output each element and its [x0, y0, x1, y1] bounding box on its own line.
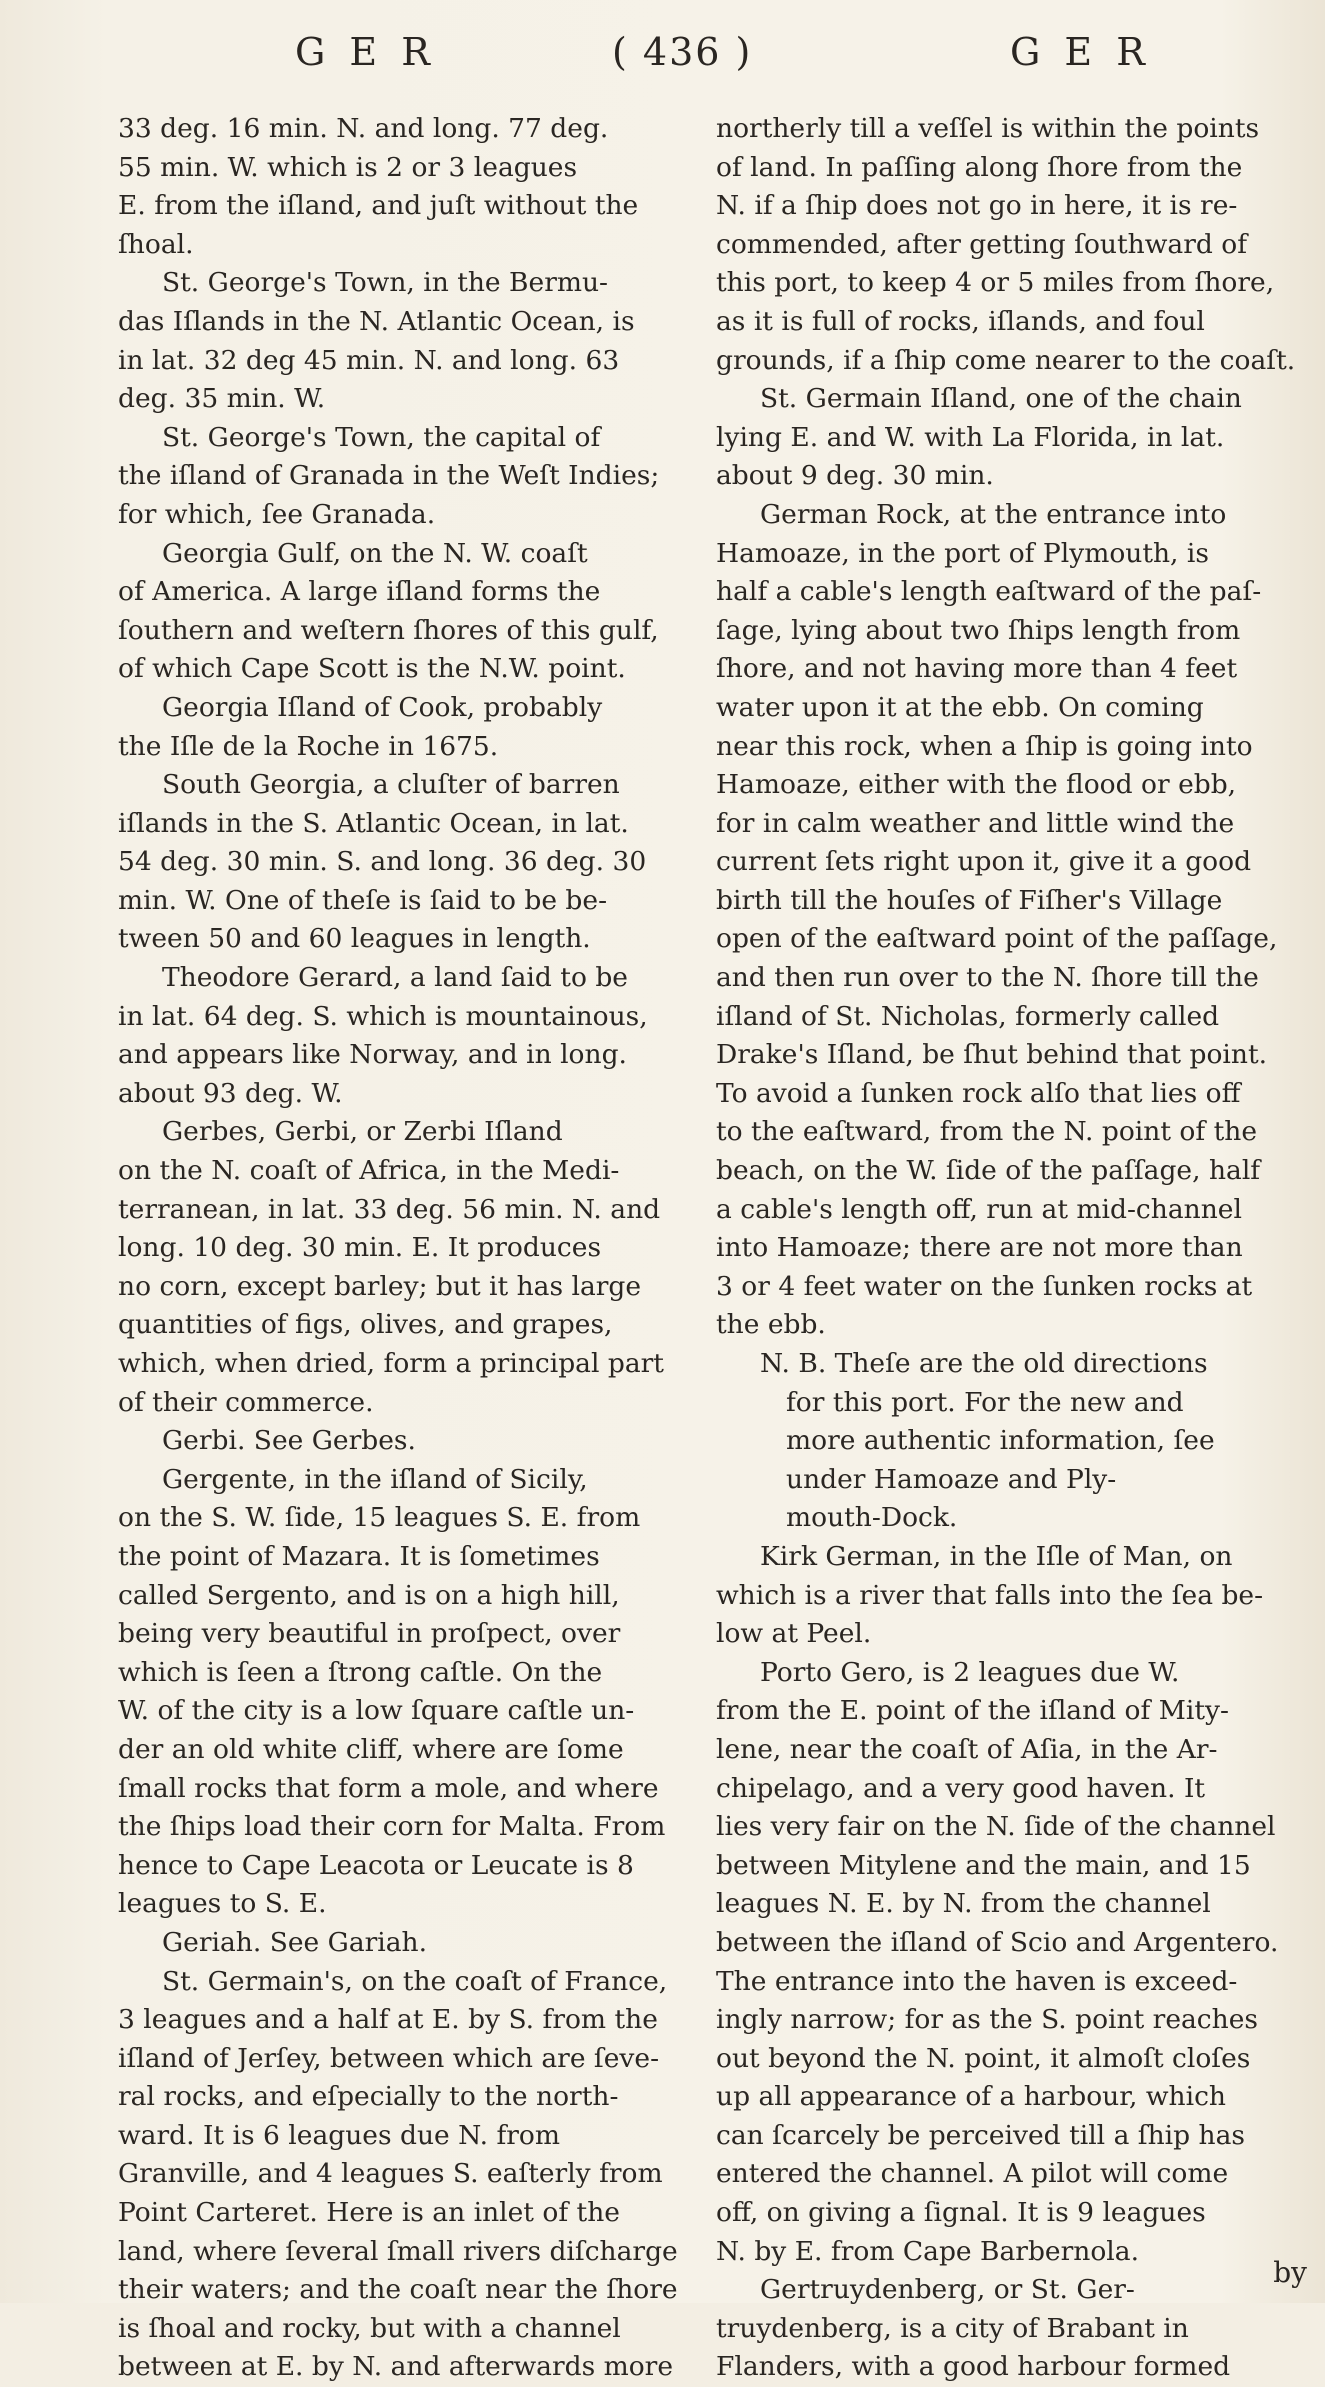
- header-left-guide: G E R: [295, 30, 436, 74]
- text-line: in lat. 64 deg. S. which is mountainous,: [118, 1000, 648, 1032]
- text-line: no corn, except barley; but it has large: [118, 1270, 642, 1302]
- text-line: lies very fair on the N. ſide of the channel: [716, 1811, 1276, 1843]
- text-line: their waters; and the coaſt near the ſhore: [118, 2274, 678, 2306]
- text-line: 54 deg. 30 min. S. and long. 36 deg. 30: [118, 846, 647, 878]
- text-line: grounds, if a ſhip come nearer to the coaſt.: [716, 344, 1296, 376]
- text-line: commended, after getting ſouthward of: [716, 228, 1248, 260]
- text-line: Geriah. See Gariah.: [162, 1926, 428, 1958]
- text-line: for in calm weather and little wind the: [716, 807, 1235, 839]
- text-line: this port, to keep 4 or 5 miles from ſhore,: [716, 267, 1275, 299]
- right-text-column: [716, 110, 1314, 2387]
- text-line: Hamoaze, in the port of Plymouth, is: [716, 537, 1209, 569]
- text-line: das Iſlands in the N. Atlantic Ocean, is: [118, 305, 635, 337]
- text-line: Drake's Iſland, be ſhut behind that point.: [716, 1039, 1268, 1071]
- text-line: between Mitylene and the main, and 15: [716, 1849, 1251, 1881]
- text-line: ward. It is 6 leagues due N. from: [118, 2119, 561, 2151]
- text-line: under Hamoaze and Ply-: [786, 1463, 1117, 1495]
- text-line: which is ſeen a ſtrong caſtle. On the: [118, 1656, 603, 1688]
- text-line: Point Carteret. Here is an inlet of the: [118, 2197, 620, 2229]
- text-line: called Sergento, and is on a high hill,: [118, 1579, 620, 1611]
- text-line: Kirk German, in the Iſle of Man, on: [760, 1540, 1233, 1572]
- text-line: on the N. coaſt of Africa, in the Medi-: [118, 1155, 620, 1187]
- text-line: more authentic information, ſee: [786, 1425, 1215, 1457]
- text-line: which is a river that falls into the ſea be-: [716, 1579, 1264, 1611]
- text-line: and appears like Norway, and in long.: [118, 1039, 627, 1071]
- text-line: ſmall rocks that form a mole, and where: [118, 1772, 659, 1804]
- text-line: Gerbi. See Gerbes.: [162, 1425, 416, 1457]
- text-line: German Rock, at the entrance into: [760, 498, 1227, 530]
- text-line: leagues N. E. by N. from the channel: [716, 1888, 1211, 1920]
- text-line: out beyond the N. point, it almoſt cloſes: [716, 2042, 1251, 2074]
- text-line: iſlands in the S. Atlantic Ocean, in lat.: [118, 807, 629, 839]
- text-line: for this port. For the new and: [786, 1386, 1184, 1418]
- text-line: water upon it at the ebb. On coming: [716, 691, 1204, 723]
- text-line: mouth-Dock.: [786, 1502, 958, 1534]
- text-line: ſouthern and weſtern ſhores of this gulf,: [118, 614, 659, 646]
- text-line: The entrance into the haven is exceed-: [716, 1965, 1238, 1997]
- text-line: of land. In paſſing along ſhore from the: [716, 151, 1243, 183]
- text-line: up all appearance of a harbour, which: [716, 2081, 1226, 2113]
- text-line: of America. A large iſland forms the: [118, 576, 601, 608]
- text-line: in lat. 32 deg 45 min. N. and long. 63: [118, 344, 620, 376]
- text-line: N. by E. from Cape Barbernola.: [716, 2235, 1139, 2267]
- text-line: ſage, lying about two ſhips length from: [716, 614, 1241, 646]
- header-right-guide: G E R: [1010, 30, 1151, 74]
- text-line: being very beautiful in proſpect, over: [118, 1618, 621, 1650]
- text-line: lying E. and W. with La Florida, in lat.: [716, 421, 1225, 453]
- text-line: W. of the city is a low ſquare caſtle un-: [118, 1695, 635, 1727]
- text-line: quantities of figs, olives, and grapes,: [118, 1309, 613, 1341]
- text-line: iſland of Jerſey, between which are ſeve-: [118, 2042, 660, 2074]
- text-line: 3 or 4 feet water on the ſunken rocks at: [716, 1270, 1253, 1302]
- text-line: terranean, in lat. 33 deg. 56 min. N. and: [118, 1193, 661, 1225]
- text-line: open of the eaſtward point of the paſſage,: [716, 923, 1278, 955]
- left-text-column: [118, 110, 680, 2387]
- text-line: Gerbes, Gerbi, or Zerbi Iſland: [162, 1116, 563, 1148]
- text-line: the ebb.: [716, 1309, 826, 1341]
- text-line: ingly narrow; for as the S. point reaches: [716, 2004, 1258, 2036]
- text-line: leagues to S. E.: [118, 1888, 327, 1920]
- text-line: Georgia Iſland of Cook, probably: [162, 691, 603, 723]
- text-line: entered the channel. A pilot will come: [716, 2158, 1229, 2190]
- text-line: Theodore Gerard, a land ſaid to be: [162, 962, 628, 994]
- text-line: into Hamoaze; there are not more than: [716, 1232, 1243, 1264]
- text-line: Porto Gero, is 2 leagues due W.: [760, 1656, 1180, 1688]
- text-line: can ſcarcely be perceived till a ſhip has: [716, 2119, 1245, 2151]
- text-line: from the E. point of the iſland of Mity-: [716, 1695, 1229, 1727]
- text-line: ſhoal.: [118, 228, 194, 260]
- text-line: a cable's length off, run at mid-channel: [716, 1193, 1242, 1225]
- text-line: 3 leagues and a half at E. by S. from the: [118, 2004, 658, 2036]
- text-line: the iſland of Granada in the Weſt Indies;: [118, 460, 660, 492]
- text-line: St. George's Town, the capital of: [162, 421, 601, 453]
- text-line: land, where ſeveral ſmall rivers diſcharge: [118, 2235, 678, 2267]
- page-number: ( 436 ): [612, 30, 753, 74]
- text-line: 33 deg. 16 min. N. and long. 77 deg.: [118, 113, 609, 144]
- text-line: long. 10 deg. 30 min. E. It produces: [118, 1232, 602, 1264]
- text-line: off, on giving a ſignal. It is 9 leagues: [716, 2197, 1206, 2229]
- text-line: which, when dried, form a principal part: [118, 1348, 664, 1379]
- running-header: [0, 30, 1325, 90]
- text-line: beach, on the W. ſide of the paſſage, half: [716, 1155, 1261, 1187]
- text-line: iſland of St. Nicholas, formerly called: [716, 1000, 1220, 1032]
- text-line: To avoid a ſunken rock alſo that lies off: [716, 1077, 1241, 1109]
- text-line: of their commerce.: [118, 1386, 374, 1418]
- catchword: by: [1273, 2256, 1307, 2289]
- text-line: St. Germain's, on the coaſt of France,: [162, 1965, 668, 1997]
- text-line: birth till the houſes of Fiſher's Village: [716, 884, 1223, 916]
- text-line: chipelago, and a very good haven. It: [716, 1772, 1206, 1804]
- text-line: 55 min. W. which is 2 or 3 leagues: [118, 151, 578, 183]
- text-line: to the eaſtward, from the N. point of the: [716, 1116, 1258, 1148]
- text-line: N. B. Theſe are the old directions: [760, 1348, 1208, 1379]
- text-line: Gergente, in the iſland of Sicily,: [162, 1463, 588, 1495]
- text-line: low at Peel.: [716, 1618, 872, 1650]
- text-line: Hamoaze, either with the flood or ebb,: [716, 769, 1237, 801]
- text-line: Flanders, with a good harbour formed: [716, 2351, 1231, 2383]
- text-line: truydenberg, is a city of Brabant in: [716, 2312, 1189, 2344]
- text-line: hence to Cape Leacota or Leucate is 8: [118, 1849, 634, 1881]
- text-line: is ſhoal and rocky, but with a channel: [118, 2312, 621, 2344]
- text-line: N. if a ſhip does not go in here, it is re-: [716, 190, 1238, 222]
- text-line: between at E. by N. and afterwards more: [118, 2351, 674, 2383]
- text-line: Gertruydenberg, or St. Ger-: [760, 2274, 1135, 2306]
- text-line: der an old white cliff, where are ſome: [118, 1733, 624, 1765]
- text-line: about 93 deg. W.: [118, 1077, 343, 1109]
- text-line: of which Cape Scott is the N.W. point.: [118, 653, 626, 685]
- text-line: ral rocks, and eſpecially to the north-: [118, 2081, 619, 2113]
- text-line: lene, near the coaſt of Aſia, in the Ar-: [716, 1733, 1218, 1765]
- text-line: northerly till a veſſel is within the points: [716, 113, 1260, 144]
- text-line: South Georgia, a cluſter of barren: [162, 769, 620, 801]
- text-line: current ſets right upon it, give it a good: [716, 846, 1252, 878]
- text-line: the point of Mazara. It is ſometimes: [118, 1540, 600, 1572]
- text-line: near this rock, when a ſhip is going into: [716, 730, 1253, 762]
- text-line: deg. 35 min. W.: [118, 383, 326, 415]
- text-line: between the iſland of Scio and Argentero.: [716, 1926, 1279, 1958]
- text-line: half a cable's length eaſtward of the paſ-: [716, 576, 1262, 608]
- text-line: Granville, and 4 leagues S. eaſterly from: [118, 2158, 663, 2190]
- text-line: as it is full of rocks, iſlands, and foul: [716, 305, 1205, 337]
- text-line: Georgia Gulf, on the N. W. coaſt: [162, 537, 588, 569]
- text-line: ſhore, and not having more than 4 feet: [716, 653, 1238, 685]
- text-line: St. George's Town, in the Bermu-: [162, 267, 609, 299]
- text-line: St. Germain Iſland, one of the chain: [760, 383, 1242, 415]
- text-line: the ſhips load their corn for Malta. From: [118, 1811, 666, 1843]
- text-line: and then run over to the N. ſhore till the: [716, 962, 1259, 994]
- text-line: for which, ſee Granada.: [118, 498, 436, 530]
- text-line: the Iſle de la Roche in 1675.: [118, 730, 499, 762]
- text-line: tween 50 and 60 leagues in length.: [118, 923, 591, 955]
- text-line: E. from the iſland, and juſt without the: [118, 190, 639, 222]
- text-line: min. W. One of theſe is ſaid to be be-: [118, 884, 608, 916]
- text-line: on the S. W. ſide, 15 leagues S. E. from: [118, 1502, 641, 1534]
- text-line: about 9 deg. 30 min.: [716, 460, 994, 492]
